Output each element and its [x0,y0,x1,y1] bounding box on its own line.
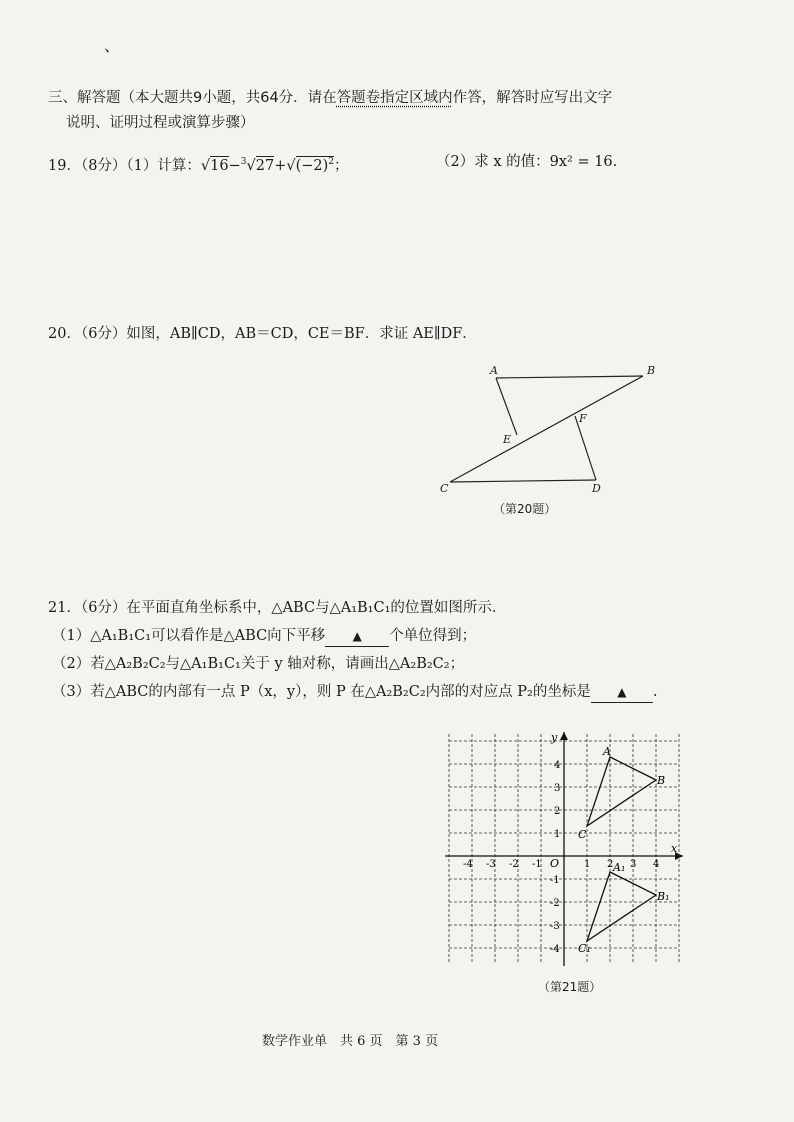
q21-p1-tail: 个单位得到； [389,628,477,644]
q20-figure [430,356,670,500]
segment-ab [496,376,643,378]
x-tick-label: -3 [486,859,496,870]
q20-caption: （第20题） [493,502,557,516]
segment-ae [496,378,517,435]
label-b: B [657,774,666,787]
label-c: C [578,828,587,841]
section-title [48,88,612,108]
stray-mark: 、 [104,36,121,55]
q21-p1-text: （1）△A₁B₁C₁可以看作是△ABC向下平移 [52,628,326,644]
segment-cb [450,376,643,482]
section-title-dotted: 答题卷指定区域内 [336,90,453,106]
x-tick-label: 3 [630,859,637,870]
y-tick-label: -3 [550,921,560,932]
triangle-a1b1c1 [587,872,656,941]
label-a: A [490,364,498,377]
y-tick-label: 1 [554,829,561,840]
question-19 [48,152,349,176]
label-a1: A₁ [613,861,626,874]
q21-p3-text: （3）若△ABC的内部有一点 P（x，y），则 P 在△A₂B₂C₂内部的对应点 P₂的坐标是 [52,684,591,700]
x-axis-label: x [671,842,678,855]
q21-part1 [52,626,476,647]
x-tick-label: -4 [463,859,473,870]
x-tick-label: 4 [653,859,660,870]
y-tick-label: 4 [554,760,561,771]
x-tick-label: 2 [607,859,614,870]
x-tick-label: -1 [532,859,542,870]
label-d: D [592,482,601,495]
section-title-text: 三、解答题（本大题共9小题，共64分．请在 [48,90,337,106]
coordinate-grid [445,730,685,970]
section-title-tail: 作答，解答时应写出文字 [452,90,613,106]
label-c1: C₁ [578,942,591,955]
y-tick-label: 3 [554,783,561,794]
answer-blank-1[interactable]: ▲ [325,626,389,647]
label-e: E [503,433,512,446]
page-footer: 数学作业单 共 6 页 第 3 页 [262,1034,439,1049]
y-axis-arrow-icon [560,732,568,740]
origin-label: O [550,857,560,870]
y-tick-label: 2 [554,806,561,817]
y-tick-label: -1 [550,875,560,886]
question-21: 21．（6分）在平面直角坐标系中，△ABC与△A₁B₁C₁的位置如图所示． [48,600,507,616]
label-a: A [603,745,611,758]
label-c: C [440,482,449,495]
q21-part2: （2）若△A₂B₂C₂与△A₁B₁C₁关于 y 轴对称，请画出△A₂B₂C₂； [52,656,465,672]
question-20: 20．（6分）如图，AB∥CD，AB＝CD，CE＝BF．求证 AE∥DF． [48,326,477,342]
answer-blank-2[interactable]: ▲ [591,682,653,703]
q21-p3-tail: . [652,684,658,700]
q21-part3 [52,682,657,703]
segment-cd [450,480,596,482]
section-title-line2: 说明、证明过程或演算步骤） [66,115,255,131]
label-b: B [647,364,656,377]
label-b1: B₁ [657,890,670,903]
y-tick-label: -4 [550,944,560,955]
label-f: F [579,412,587,425]
y-tick-label: -2 [550,898,560,909]
q21-caption: （第21题） [538,980,602,994]
triangle-abc [587,757,656,826]
q19-expression: $√16-^3√27+√(-2)^2$； [200,157,349,174]
q19-part2: （2）求 x 的值：9x² = 16. [436,154,618,170]
y-axis-label: y [551,731,558,744]
segment-fd [575,416,596,480]
x-tick-label: -2 [509,859,519,870]
q19-head: 19．（8分）（1）计算： [48,157,201,174]
x-tick-label: 1 [584,859,591,870]
